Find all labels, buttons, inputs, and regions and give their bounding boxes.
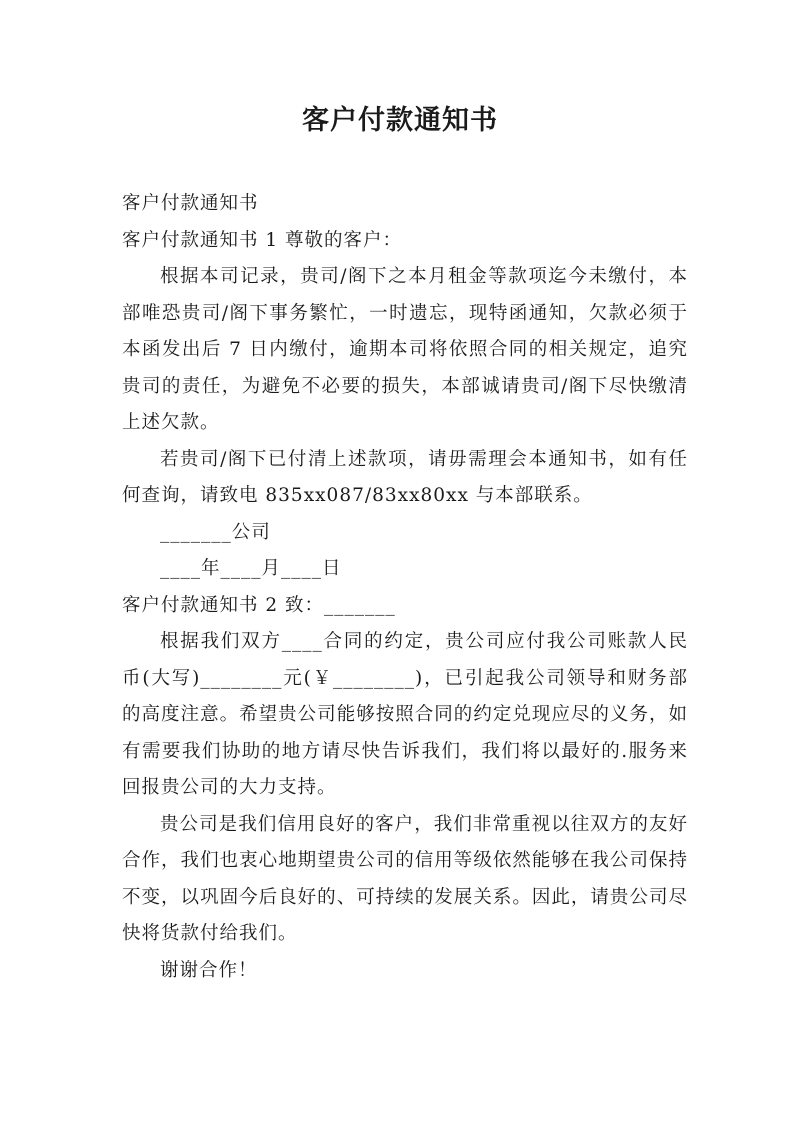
- cooperation-paragraph: 贵公司是我们信用良好的客户，我们非常重视以往双方的友好合作，我们也衷心地期望贵公司的信用等级依然能够在我公司保持不变，以巩固今后良好的、可持续的发展关系。因此，请贵公司尽快将货款付给我们。: [122, 813, 688, 944]
- company-signature-line: _______公司: [160, 521, 271, 543]
- second-notice-header: 客户付款通知书 2 致：_______: [122, 594, 396, 616]
- greeting-line: 客户付款通知书 1 尊敬的客户：: [122, 229, 403, 251]
- subtitle-line: 客户付款通知书: [122, 193, 259, 214]
- document-title: 客户付款通知书: [302, 105, 498, 136]
- document-body: [122, 186, 688, 989]
- thanks-line: 谢谢合作！: [160, 959, 258, 981]
- contract-paragraph: 根据我们双方____合同的约定，贵公司应付我公司账款人民币(大写)________元(￥________)，已引起我公司领导和财务部的高度注意。希望贵公司能够按照合同的约定兑现应尽的义务，如有需要我们协助的地方请尽快告诉我们，我们将以最好的.服务来回报贵公司的大力支持。: [122, 631, 688, 798]
- notice-paragraph: 根据本司记录，贵司/阁下之本月租金等款项迄今未缴付，本部唯恐贵司/阁下事务繁忙，一时遗忘，现特函通知，欠款必须于本函发出后 7 日内缴付，逾期本司将依照合同的相关规定，追究贵司的责任，为避免不必要的损失，本部诚请贵司/阁下尽快缴清上述欠款。: [122, 266, 688, 433]
- date-line: ____年____月____日: [160, 558, 342, 579]
- contact-paragraph: 若贵司/阁下已付清上述款项，请毋需理会本通知书，如有任何查询，请致电 835xx087/83xx80xx 与本部联系。: [122, 448, 688, 506]
